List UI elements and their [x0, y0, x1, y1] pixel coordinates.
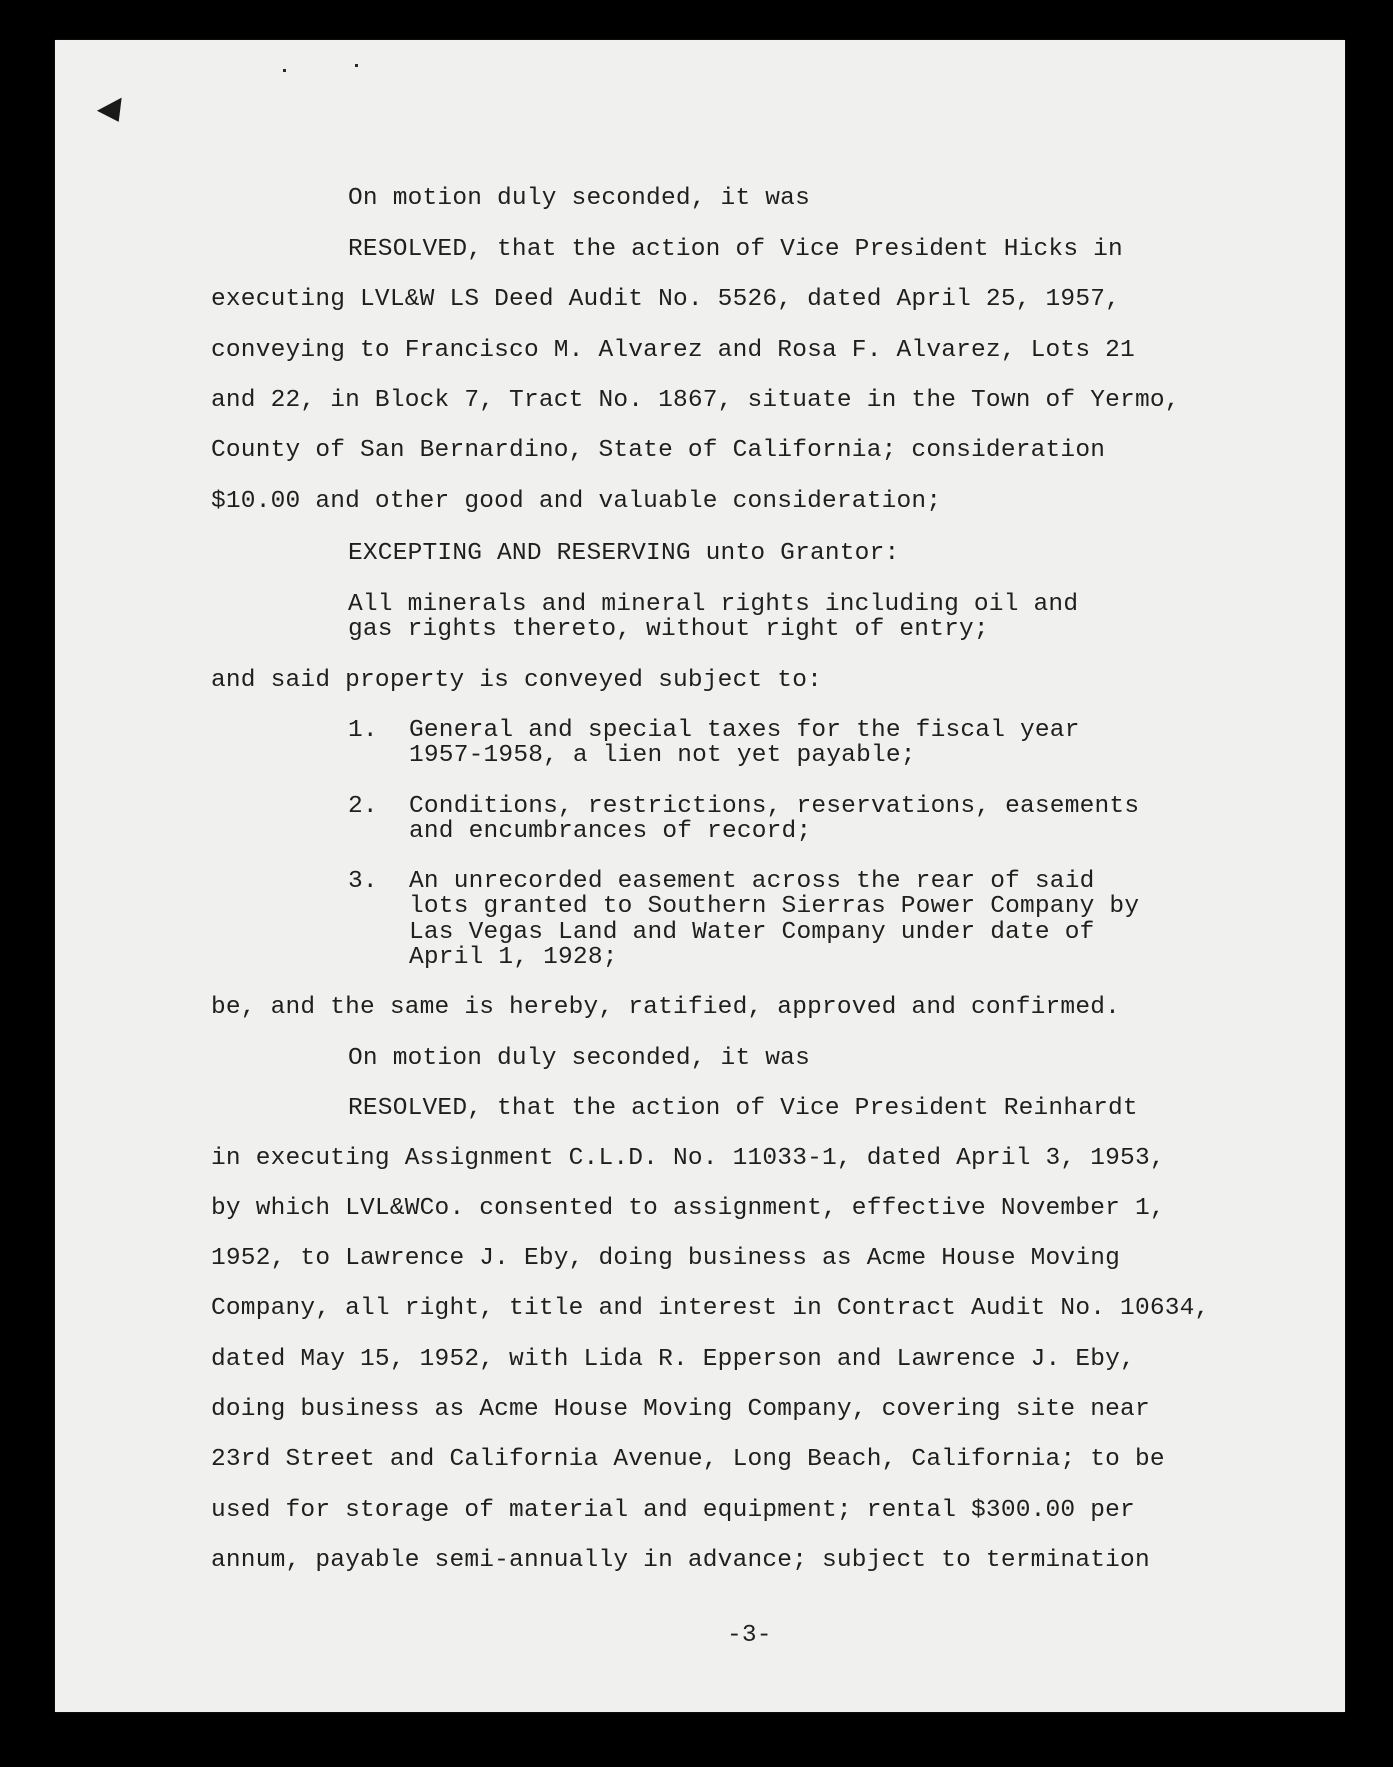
text-line: $10.00 and other good and valuable consideration; [211, 488, 942, 515]
list-item-line: Las Vegas Land and Water Company under date of [409, 919, 1095, 946]
text-line: 23rd Street and California Avenue, Long Beach, California; to be [211, 1446, 1165, 1473]
text-line: annum, payable semi-annually in advance; subject to termination [211, 1547, 1150, 1574]
list-item-line: General and special taxes for the fiscal year [409, 717, 1080, 744]
text-line: RESOLVED, that the action of Vice President Hicks in [348, 236, 1123, 263]
text-line: and said property is conveyed subject to: [211, 667, 822, 694]
list-item-line: lots granted to Southern Sierras Power Company by [409, 893, 1140, 920]
page-number: -3- [727, 1622, 772, 1649]
text-line: 1952, to Lawrence J. Eby, doing business as Acme House Moving [211, 1245, 1121, 1272]
text-line: doing business as Acme House Moving Company, covering site near [211, 1396, 1150, 1423]
text-line: gas rights thereto, without right of entry; [348, 616, 989, 643]
list-item-line: and encumbrances of record; [409, 818, 812, 845]
text-line: and 22, in Block 7, Tract No. 1867, situate in the Town of Yermo, [211, 387, 1180, 414]
text-line: On motion duly seconded, it was [348, 1045, 810, 1072]
text-line: conveying to Francisco M. Alvarez and Rosa F. Alvarez, Lots 21 [211, 337, 1135, 364]
text-line: EXCEPTING AND RESERVING unto Grantor: [348, 540, 900, 567]
list-item-line: An unrecorded easement across the rear of said [409, 868, 1095, 895]
list-item-line: 1957-1958, a lien not yet payable; [409, 742, 916, 769]
text-line: executing LVL&W LS Deed Audit No. 5526, dated April 25, 1957, [211, 286, 1121, 313]
text-line: by which LVL&WCo. consented to assignment, effective November 1, [211, 1195, 1165, 1222]
list-item-line: April 1, 1928; [409, 944, 618, 971]
speck-mark [355, 64, 358, 67]
text-line: RESOLVED, that the action of Vice President Reinhardt [348, 1095, 1138, 1122]
text-line: be, and the same is hereby, ratified, approved and confirmed. [211, 994, 1121, 1021]
text-line: in executing Assignment C.L.D. No. 11033-1, dated April 3, 1953, [211, 1145, 1165, 1172]
text-line: dated May 15, 1952, with Lida R. Epperson and Lawrence J. Eby, [211, 1346, 1135, 1373]
list-number: 3. [348, 868, 378, 895]
text-line: used for storage of material and equipment; rental $300.00 per [211, 1497, 1135, 1524]
text-line: All minerals and mineral rights including oil and [348, 591, 1079, 618]
speck-mark [283, 69, 286, 72]
list-number: 2. [348, 793, 378, 820]
text-line: County of San Bernardino, State of California; consideration [211, 437, 1106, 464]
list-item-line: Conditions, restrictions, reservations, easements [409, 793, 1140, 820]
list-number: 1. [348, 717, 378, 744]
text-line: Company, all right, title and interest in Contract Audit No. 10634, [211, 1295, 1210, 1322]
text-line: On motion duly seconded, it was [348, 185, 810, 212]
